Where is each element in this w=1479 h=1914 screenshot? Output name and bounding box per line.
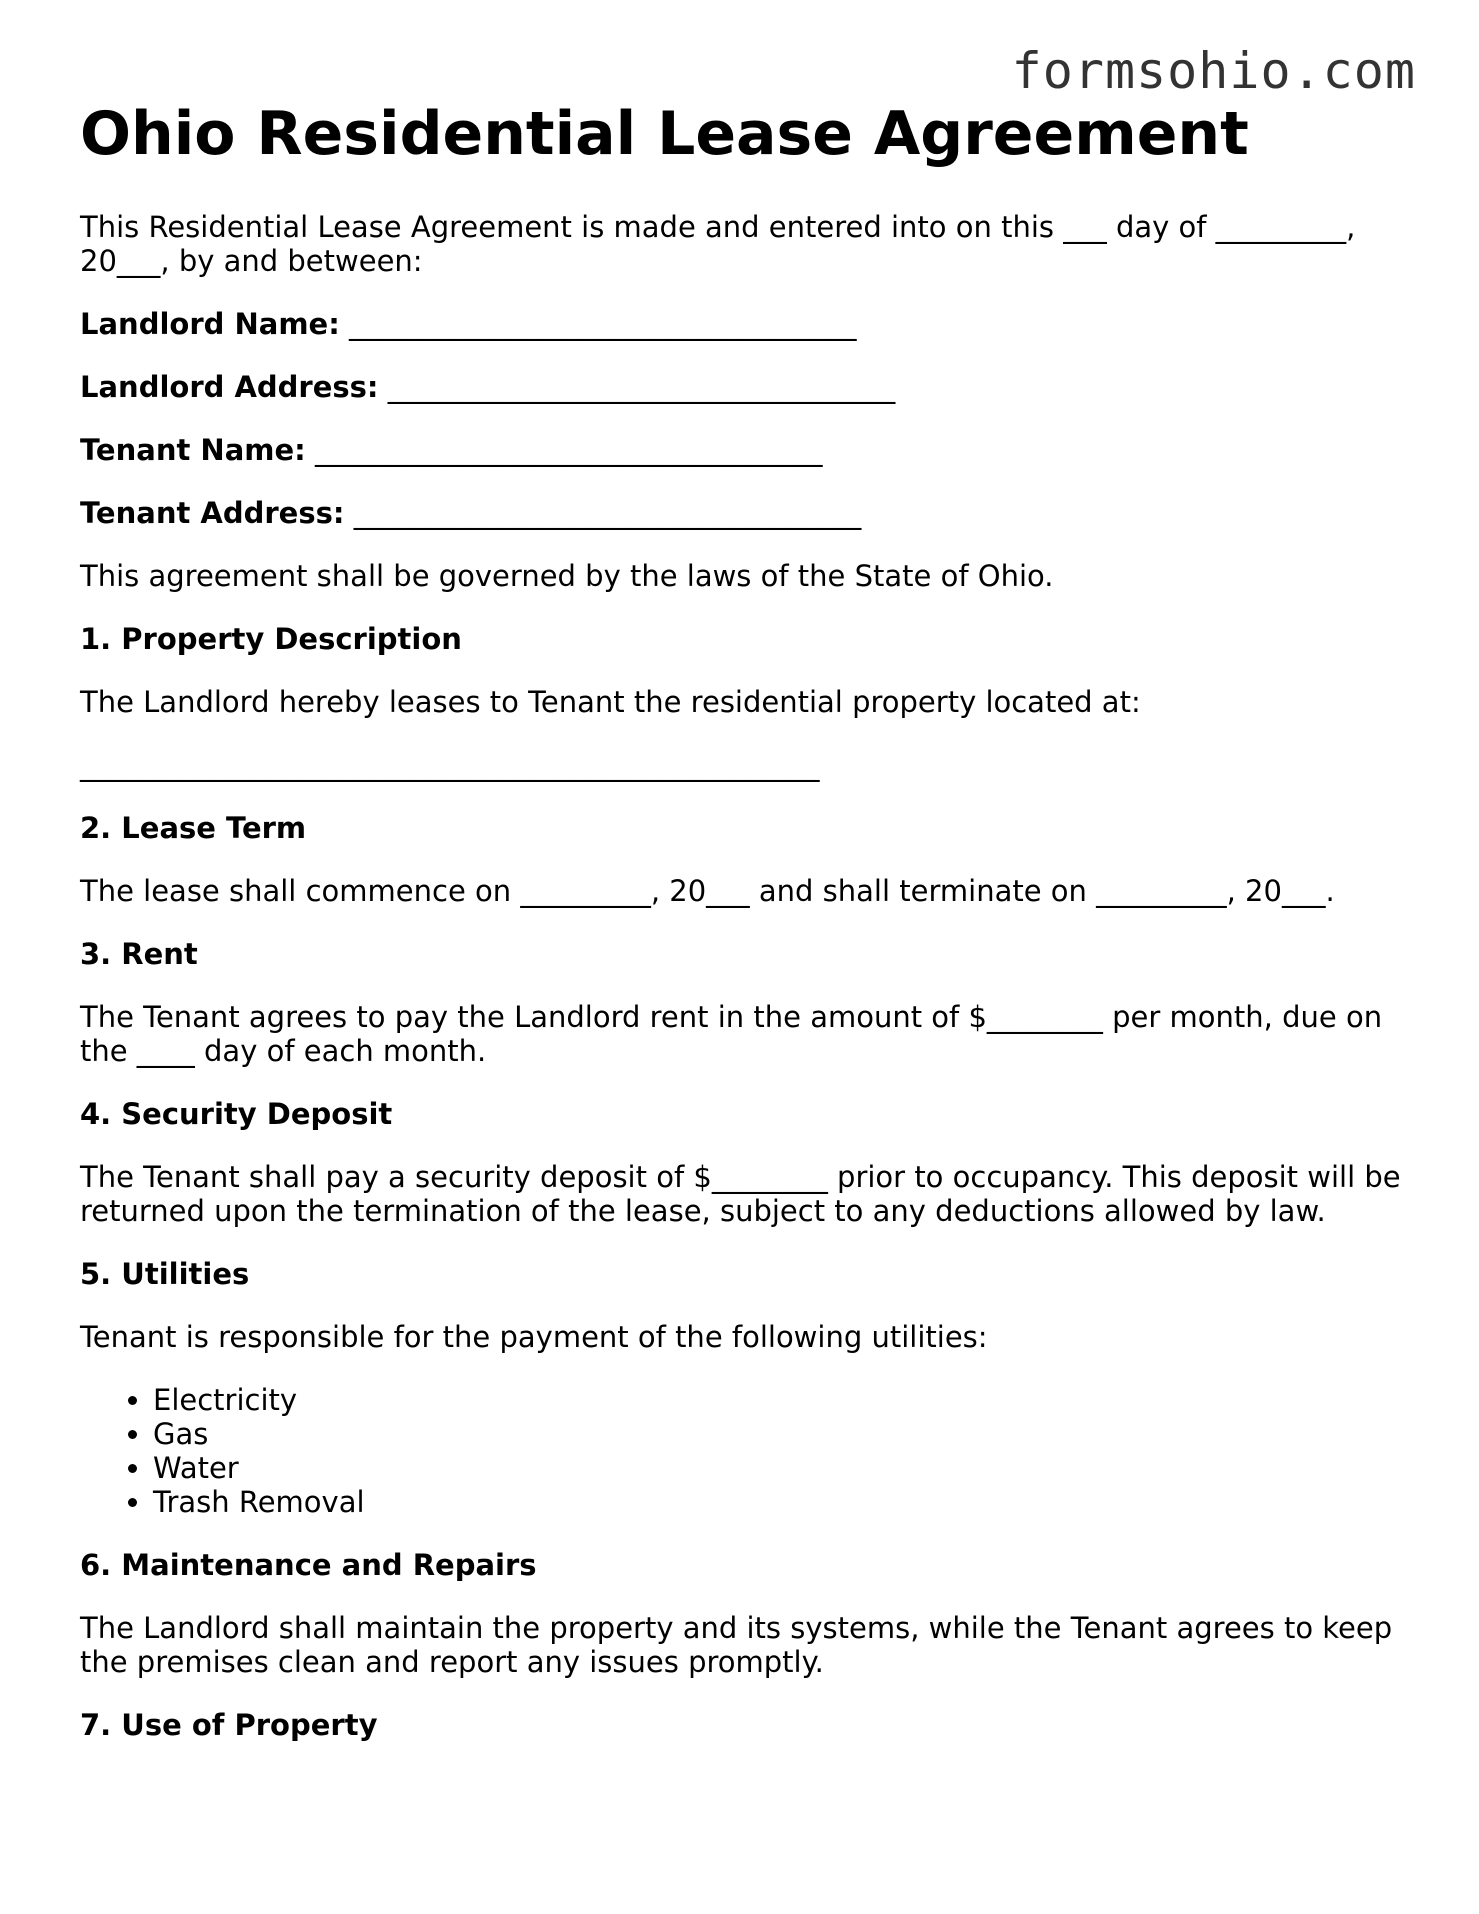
field-label: Tenant Name:	[80, 433, 306, 467]
field-blank: ___________________________________	[353, 496, 862, 530]
maintenance-paragraph: The Landlord shall maintain the property and its systems, while the Tenant agrees to keep the premises clean and report any issues promptly.	[80, 1611, 1393, 1679]
field-blank: ___________________________________	[314, 433, 823, 467]
tenant-name-field	[80, 433, 1410, 467]
list-item: • Gas	[153, 1417, 1410, 1451]
document-page	[80, 98, 1410, 1771]
section-heading-term: 2. Lease Term	[80, 811, 307, 845]
deposit-paragraph: The Tenant shall pay a security deposit of $________ prior to occupancy. This deposit will be returned upon the termination of the lease, subject to any deductions allowed by law.	[80, 1160, 1401, 1228]
section-heading-use: 7. Use of Property	[80, 1708, 378, 1742]
list-item: • Electricity	[153, 1383, 1410, 1417]
section-heading-deposit: 4. Security Deposit	[80, 1097, 393, 1131]
utilities-list	[80, 1383, 1410, 1519]
list-item: • Water	[153, 1451, 1410, 1485]
watermark: formsohio.com	[1011, 42, 1416, 100]
field-label: Landlord Address:	[80, 370, 379, 404]
field-blank: ___________________________________	[387, 370, 896, 404]
term-paragraph: The lease shall commence on _________, 20___ and shall terminate on _________, 20___.	[80, 874, 1335, 908]
intro-paragraph: This Residential Lease Agreement is made and entered into on this ___ day of _________, 20___, by and between:	[80, 210, 1356, 278]
landlord-address-field	[80, 370, 1410, 404]
field-label: Tenant Address:	[80, 496, 345, 530]
section-heading-maintenance: 6. Maintenance and Repairs	[80, 1548, 537, 1582]
list-item: • Trash Removal	[153, 1485, 1410, 1519]
governing-law-paragraph: This agreement shall be governed by the laws of the State of Ohio.	[80, 559, 1054, 593]
section-heading-property: 1. Property Description	[80, 622, 462, 656]
landlord-name-field	[80, 307, 1410, 341]
tenant-address-field	[80, 496, 1410, 530]
utilities-paragraph: Tenant is responsible for the payment of the following utilities:	[80, 1320, 988, 1354]
field-blank: ___________________________________	[349, 307, 857, 341]
section-heading-rent: 3. Rent	[80, 937, 198, 971]
page-title: Ohio Residential Lease Agreement	[80, 99, 1249, 169]
rent-paragraph: The Tenant agrees to pay the Landlord rent in the amount of $________ per month, due on the ____ day of each month.	[80, 1000, 1383, 1068]
field-label: Landlord Name:	[80, 307, 340, 341]
property-paragraph: The Landlord hereby leases to Tenant the residential property located at:	[80, 685, 1141, 719]
property-address-blank: ___________________________________________________	[80, 748, 820, 782]
section-heading-utilities: 5. Utilities	[80, 1257, 250, 1291]
